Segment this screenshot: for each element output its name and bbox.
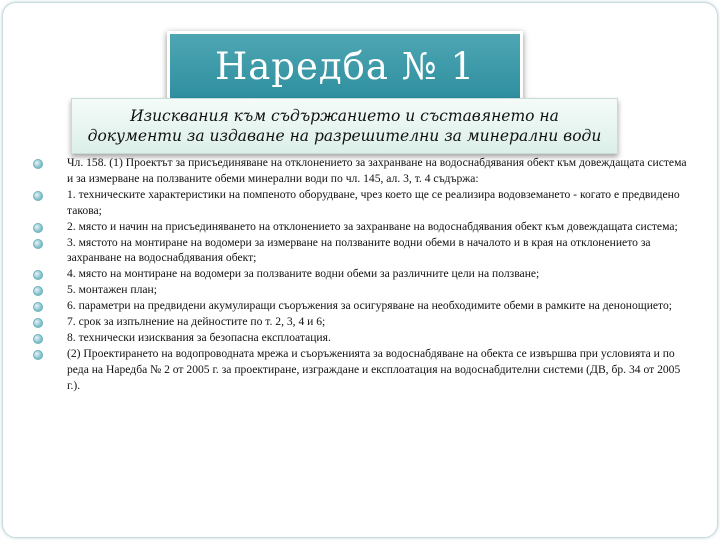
list-item [33, 314, 693, 330]
list-item [33, 187, 693, 219]
list-item-text: 3. мястото на монтиране на водомери за измерване на ползваните водни обеми в началото и в края на отклонението за захранване на водоснабдявания обект; [67, 235, 651, 265]
list-item [33, 155, 693, 187]
list-item [33, 282, 693, 298]
list-item [33, 266, 693, 282]
list-item-text: 4. място на монтиране на водомери за ползваните водни обеми за различните цели на ползване; [67, 267, 540, 281]
bullet-icon [33, 334, 43, 344]
bullet-icon [33, 286, 43, 296]
list-item-text: 1. техническите характеристики на помпеното оборудване, чрез което ще се реализира водовземането - когато е предвидено такова; [67, 187, 680, 217]
list-item-text: Чл. 158. (1) Проектът за присъединяване на отклонението за захранване на водоснабдявания обект към довеждащата система и за измерване на ползваните обеми минерални води по чл. 145, ал. 3, т. 4 съдържа: [67, 156, 687, 185]
bullet-icon [33, 270, 43, 280]
list-item [33, 235, 693, 267]
bullet-icon [33, 350, 43, 360]
bullet-icon [33, 191, 43, 201]
bullet-icon [33, 159, 43, 169]
list-item-text: (2) Проектирането на водопроводната мрежа и съоръженията за водоснабдяване на обекта се извършва при условията и по реда на Наредба № 2 от 2005 г. за проектиране, изграждане и експлоатация на водоснабдителни системи (ДВ, бр. 34 от 2005 г.). [67, 346, 681, 392]
slide-title: Наредба № 1 [214, 44, 476, 88]
subtitle-box [71, 98, 618, 154]
slide-frame [2, 2, 718, 538]
list-item [33, 346, 693, 394]
bullet-icon [33, 302, 43, 312]
bullet-list [33, 155, 693, 394]
slide-subtitle: Изисквания към съдържанието и съставянето на документи за издаване на разрешителни за минерални води [87, 107, 602, 145]
list-item-text: 7. срок за изпълнение на дейностите по т. 2, 3, 4 и 6; [67, 315, 326, 329]
list-item-text: 2. място и начин на присъединяването на отклонението за захранване на водоснабдявания обект към довеждащата система; [67, 219, 678, 233]
list-item-text: 5. монтажен план; [67, 283, 157, 297]
title-box [167, 31, 523, 101]
bullet-icon [33, 223, 43, 233]
list-item-text: 6. параметри на предвидени акумулиращи съоръжения за осигуряване на необходимите обеми в рамките на денонощието; [67, 299, 672, 313]
bullet-icon [33, 239, 43, 249]
list-item [33, 219, 693, 235]
list-item [33, 298, 693, 314]
bullet-icon [33, 318, 43, 328]
list-item-text: 8. технически изисквания за безопасна експлоатация. [67, 330, 331, 344]
list-item [33, 330, 693, 346]
